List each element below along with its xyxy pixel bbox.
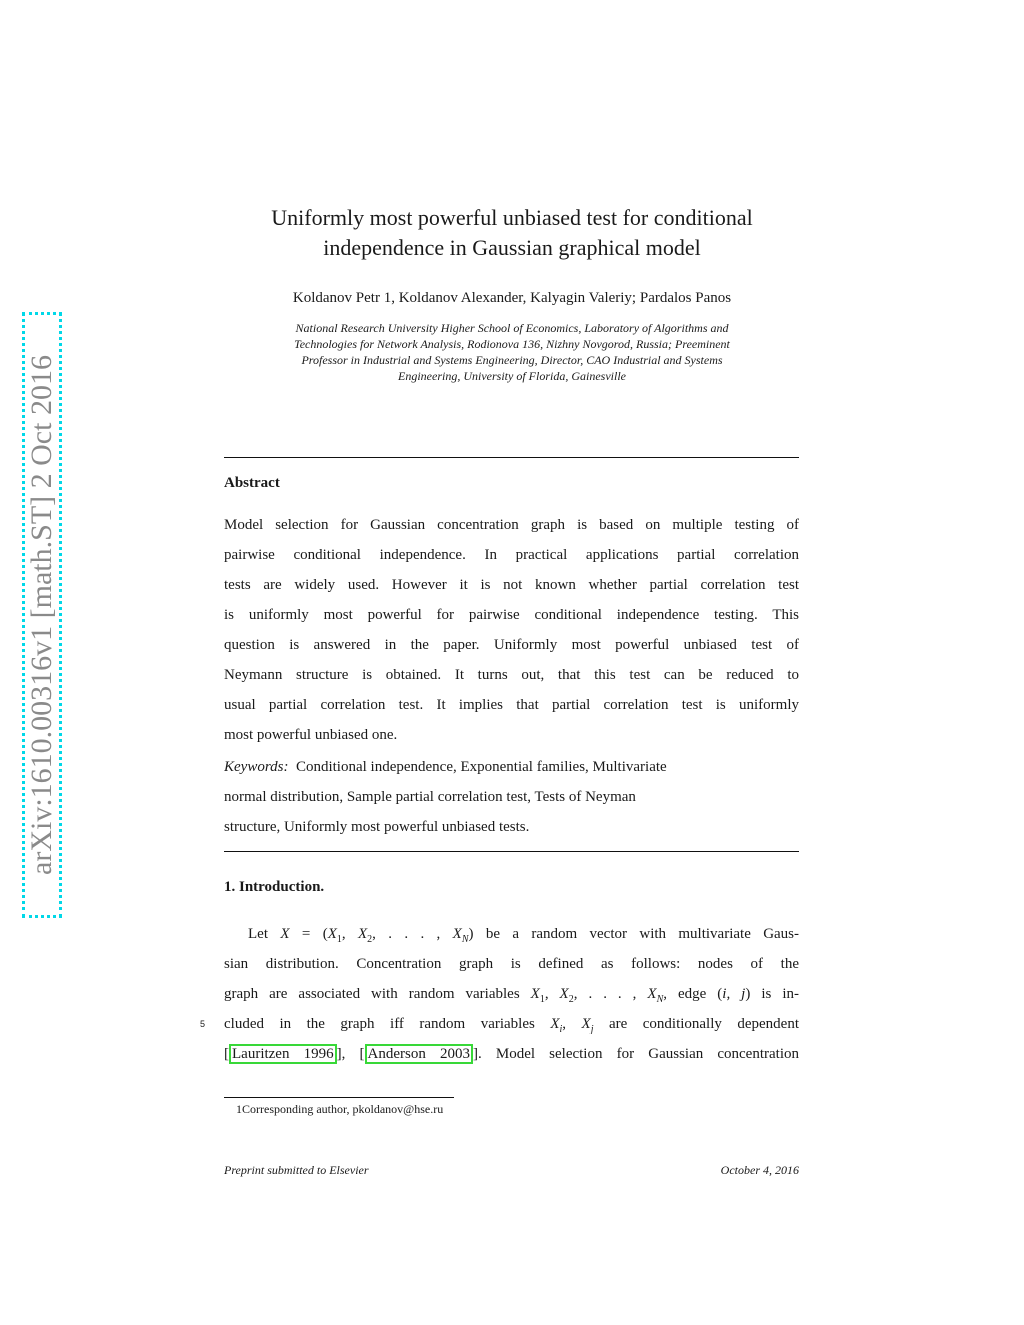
intro-text: Let: [248, 926, 268, 942]
footer-preprint: Preprint submitted to Elsevier: [224, 1163, 369, 1177]
footnote: 1Corresponding author, pkoldanov@hse.ru: [236, 1102, 444, 1116]
abstract-heading: Abstract: [224, 475, 280, 491]
affiliation-line: National Research University Higher School of Economics, Laboratory of Algorithms and: [295, 321, 729, 335]
keywords-line: [224, 757, 799, 777]
affiliation: [225, 320, 799, 384]
abstract-line: Model selection for Gaussian concentration graph is based on multiple testing of: [224, 517, 799, 533]
arxiv-identifier: arXiv:1610.00316v1 [math.ST] 2 Oct 2016: [25, 355, 58, 875]
intro-line: [ Lauritzen 1996 ], [ Anderson 2003 ]. Model selection for Gaussian concentration: [224, 1046, 799, 1062]
intro-line: Let $X = (X_1$, $X_2$, . . . , $X_N$) be a random vector with multivariate Gaus-: [248, 926, 799, 944]
affiliation-line: Engineering, University of Florida, Gainesville: [398, 369, 626, 383]
intro-text: cluded in the graph iff random variables: [224, 1016, 535, 1032]
section-heading-introduction: 1. Introduction.: [224, 879, 325, 895]
keywords-line: structure, Uniformly most powerful unbiased tests.: [224, 819, 530, 835]
keywords-line: normal distribution, Sample partial correlation test, Tests of Neyman: [224, 789, 636, 805]
footer-date: October 4, 2016: [720, 1163, 799, 1177]
abstract-line: pairwise conditional independence. In practical applications partial correlation: [224, 547, 799, 563]
intro-text: , edge: [663, 986, 707, 1002]
keywords-text: Conditional independence, Exponential families, Multivariate: [295, 759, 667, 775]
intro-text: graph are associated with random variables: [224, 986, 520, 1002]
abstract-line: is uniformly most powerful for pairwise conditional independence testing. This: [224, 607, 799, 623]
intro-line: sian distribution. Concentration graph is defined as follows: nodes of the: [224, 956, 799, 972]
title-line: independence in Gaussian graphical model: [323, 235, 701, 260]
title-line: Uniformly most powerful unbiased test for conditional: [271, 205, 753, 230]
abstract-line: most powerful unbiased one.: [224, 727, 398, 743]
citation-link-lauritzen[interactable]: Lauritzen 1996: [229, 1044, 337, 1064]
abstract-line: usual partial correlation test. It implies that partial correlation test is uniformly: [224, 697, 799, 713]
abstract-top-rule: [224, 457, 799, 458]
affiliation-line: Professor in Industrial and Systems Engineering, Director, CAO Industrial and Systems: [301, 353, 723, 367]
abstract-line: Neymann structure is obtained. It turns out, that this test can be reduced to: [224, 667, 799, 683]
citation-link-anderson[interactable]: Anderson 2003: [365, 1044, 473, 1064]
intro-text: . Model selection for Gaussian concentration: [477, 1046, 799, 1062]
intro-text: is in-: [761, 986, 799, 1002]
keywords-label: Keywords:: [224, 759, 289, 775]
intro-line: graph are associated with random variables $X_1$, $X_2$, . . . , $X_N$, edge (i, j) is in-: [224, 986, 799, 1004]
abstract-line: tests are widely used. However it is not known whether partial correlation test: [224, 577, 799, 593]
intro-text: are conditionally dependent: [608, 1016, 799, 1032]
paper-title: [210, 203, 814, 263]
intro-line: cluded in the graph iff random variables $X_i$, $X_j$ are conditionally dependent: [224, 1016, 799, 1034]
affiliation-line: Technologies for Network Analysis, Rodionova 136, Nizhny Novgorod, Russia; Preeminent: [294, 337, 730, 351]
author-list: Koldanov Petr 1, Koldanov Alexander, Kalyagin Valeriy; Pardalos Panos: [292, 290, 732, 306]
abstract-line: question is answered in the paper. Uniformly most powerful unbiased test of: [224, 637, 799, 653]
abstract-bottom-rule: [224, 851, 799, 852]
intro-text: be a random vector with multivariate Gaus-: [485, 926, 799, 942]
math-vector-x: X: [280, 926, 290, 942]
footnote-rule: [224, 1097, 454, 1098]
arxiv-side-stamp[interactable]: [22, 312, 62, 918]
line-number: 5: [200, 1019, 206, 1029]
